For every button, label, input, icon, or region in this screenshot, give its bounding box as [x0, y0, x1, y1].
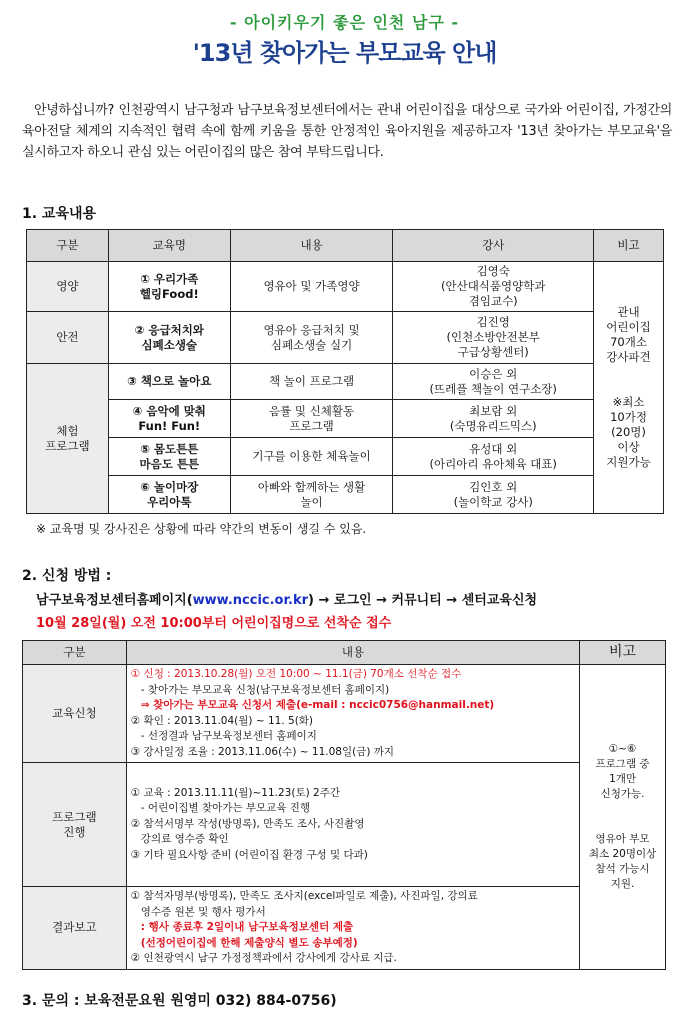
section2-heading: 2. 신청 방법 :	[22, 568, 112, 584]
instructor: 김진영 (인천소방안전본부 구급상황센터)	[393, 312, 594, 364]
category-cell: 교육신청	[23, 665, 127, 763]
program-name: ⑤ 몸도튼튼 마음도 튼튼	[108, 438, 230, 476]
col-header: 내용	[126, 641, 579, 665]
col-header: 비고	[594, 230, 664, 262]
program-line: ③ 기타 필요사항 준비 (어린이집 환경 구성 및 다과)	[130, 848, 368, 861]
program-name: ① 우리가족 헬링Food!	[108, 262, 230, 312]
apply-content	[126, 665, 579, 763]
program-content: 책 놀이 프로그램	[230, 364, 393, 400]
table-footnote: ※ 교육명 및 강사진은 상황에 따라 약간의 변동이 생길 수 있음.	[36, 522, 367, 536]
apply-method	[36, 589, 537, 608]
program-line: - 어린이집별 찾아가는 부모교육 진행	[140, 802, 311, 815]
category-cell: 안전	[27, 312, 109, 364]
contact-info: 3. 문의 : 보육전문요원 원영미 032) 884-0756)	[22, 993, 337, 1009]
page-title: '13년 찾아가는 부모교육 안내	[192, 39, 497, 67]
method-suffix: ) → 로그인 → 커뮤니티 → 센터교육신청	[308, 593, 538, 608]
apply-line: ① 신청 : 2013.10.28(월) 오전 10:00 ~ 11.1(금) 70개소 선착순 접수	[130, 668, 462, 680]
program-line: ① 교육 : 2013.11.11(월)~11.23(토) 2주간	[130, 786, 340, 799]
result-line: ② 인천광역시 남구 가정정책과에서 강사에게 강사료 지급.	[130, 952, 397, 964]
program-line: ② 참석서명부 작성(방명록), 만족도 조사, 사진촬영	[130, 817, 365, 830]
result-line: ① 참석자명부(방명록), 만족도 조사지(excel파일로 제출), 사진파일, 강의료	[130, 890, 478, 902]
education-content-table	[26, 229, 664, 514]
instructor: 이승은 외 (뜨레플 책놀이 연구소장)	[393, 364, 594, 400]
subtitle: - 아이키우기 좋은 인천 남구 -	[229, 13, 460, 32]
result-content	[126, 887, 579, 970]
col-header: 구분	[27, 230, 109, 262]
application-table	[22, 640, 666, 970]
instructor: 최보람 외 (숙명유리드믹스)	[393, 400, 594, 438]
program-name: ⑥ 놀이마장 우리아툭	[108, 476, 230, 514]
category-cell: 영양	[27, 262, 109, 312]
col-header: 내용	[230, 230, 393, 262]
instructor: 김영숙 (안산대식품영양학과 겸임교수)	[393, 262, 594, 312]
apply-line: - 찾아가는 부모교육 신청(남구보육정보센터 홈페이지)	[140, 683, 390, 696]
apply-line: ③ 강사일정 조율 : 2013.11.06(수) ~ 11.08일(금) 까지	[130, 745, 395, 758]
result-line: (선정어린이집에 한해 제출양식 별도 송부예정)	[140, 936, 358, 949]
program-content: 영유아 응급처치 및 심폐소생술 실기	[230, 312, 393, 364]
col-header: 구분	[23, 641, 127, 665]
program-content: 영유아 및 가족영양	[230, 262, 393, 312]
apply-line: - 선정결과 남구보육정보센터 홈페이지	[140, 730, 317, 742]
category-cell: 결과보고	[23, 887, 127, 970]
result-line: 영수증 원본 및 행사 평가서	[140, 905, 266, 918]
section1-heading: 1. 교육내용	[22, 206, 97, 222]
website-link[interactable]: www.nccic.or.kr	[192, 593, 309, 608]
intro-paragraph: 안녕하십니까? 인천광역시 남구청과 남구보육정보센터에서는 관내 어린이집을 대상으로 국가와 어린이집, 가정간의 육아전달 체계의 지속적인 협력 속에 함께 키움을 통한 안정적인 육아지원을 제공하고자 '13년 찾아가는 부모교육'을 실시하고자 하오니 관심 있는 어린이집의 많은 참여 부탁드립니다.	[22, 103, 672, 160]
note-cell: ①~⑥ 프로그램 중 1개만 신청가능. 영유아 부모 최소 20명이상 참석 가능시 지원.	[580, 665, 666, 970]
instructor: 김인호 외 (놀이학교 강사)	[393, 476, 594, 514]
instructor: 유성대 외 (아리아리 유아체육 대표)	[393, 438, 594, 476]
program-name: ② 응급처치와 심폐소생술	[108, 312, 230, 364]
col-header: 교육명	[108, 230, 230, 262]
apply-line: ② 확인 : 2013.11.04(월) ~ 11. 5(화)	[130, 714, 314, 727]
program-content: 기구를 이용한 체육놀이	[230, 438, 393, 476]
col-header: 강사	[393, 230, 594, 262]
category-cell: 프로그램 진행	[23, 763, 127, 887]
program-line: 강의료 영수증 확인	[140, 833, 229, 846]
category-cell: 체험 프로그램	[27, 364, 109, 514]
program-content: 음률 및 신체활동 프로그램	[230, 400, 393, 438]
program-name: ③ 책으로 놀아요	[108, 364, 230, 400]
program-content: 아빠와 함께하는 생활 놀이	[230, 476, 393, 514]
note-cell: 관내 어린이집 70개소 강사파견 ※최소 10가정 (20명) 이상 지원가능	[594, 262, 664, 514]
col-header: 비고	[580, 641, 666, 665]
result-line: : 행사 종료후 2일이내 남구보육정보센터 제출	[140, 921, 354, 933]
program-name: ④ 음악에 맞춰 Fun! Fun!	[108, 400, 230, 438]
apply-line: ⇒ 찾아가는 부모교육 신청서 제출(e-mail : nccic0756@hanmail.net)	[140, 699, 495, 711]
program-content	[126, 763, 579, 887]
apply-deadline: 10월 28일(월) 오전 10:00부터 어린이집명으로 선착순 접수	[36, 616, 392, 631]
method-prefix: 남구보육정보센터홈페이지(	[36, 593, 193, 608]
